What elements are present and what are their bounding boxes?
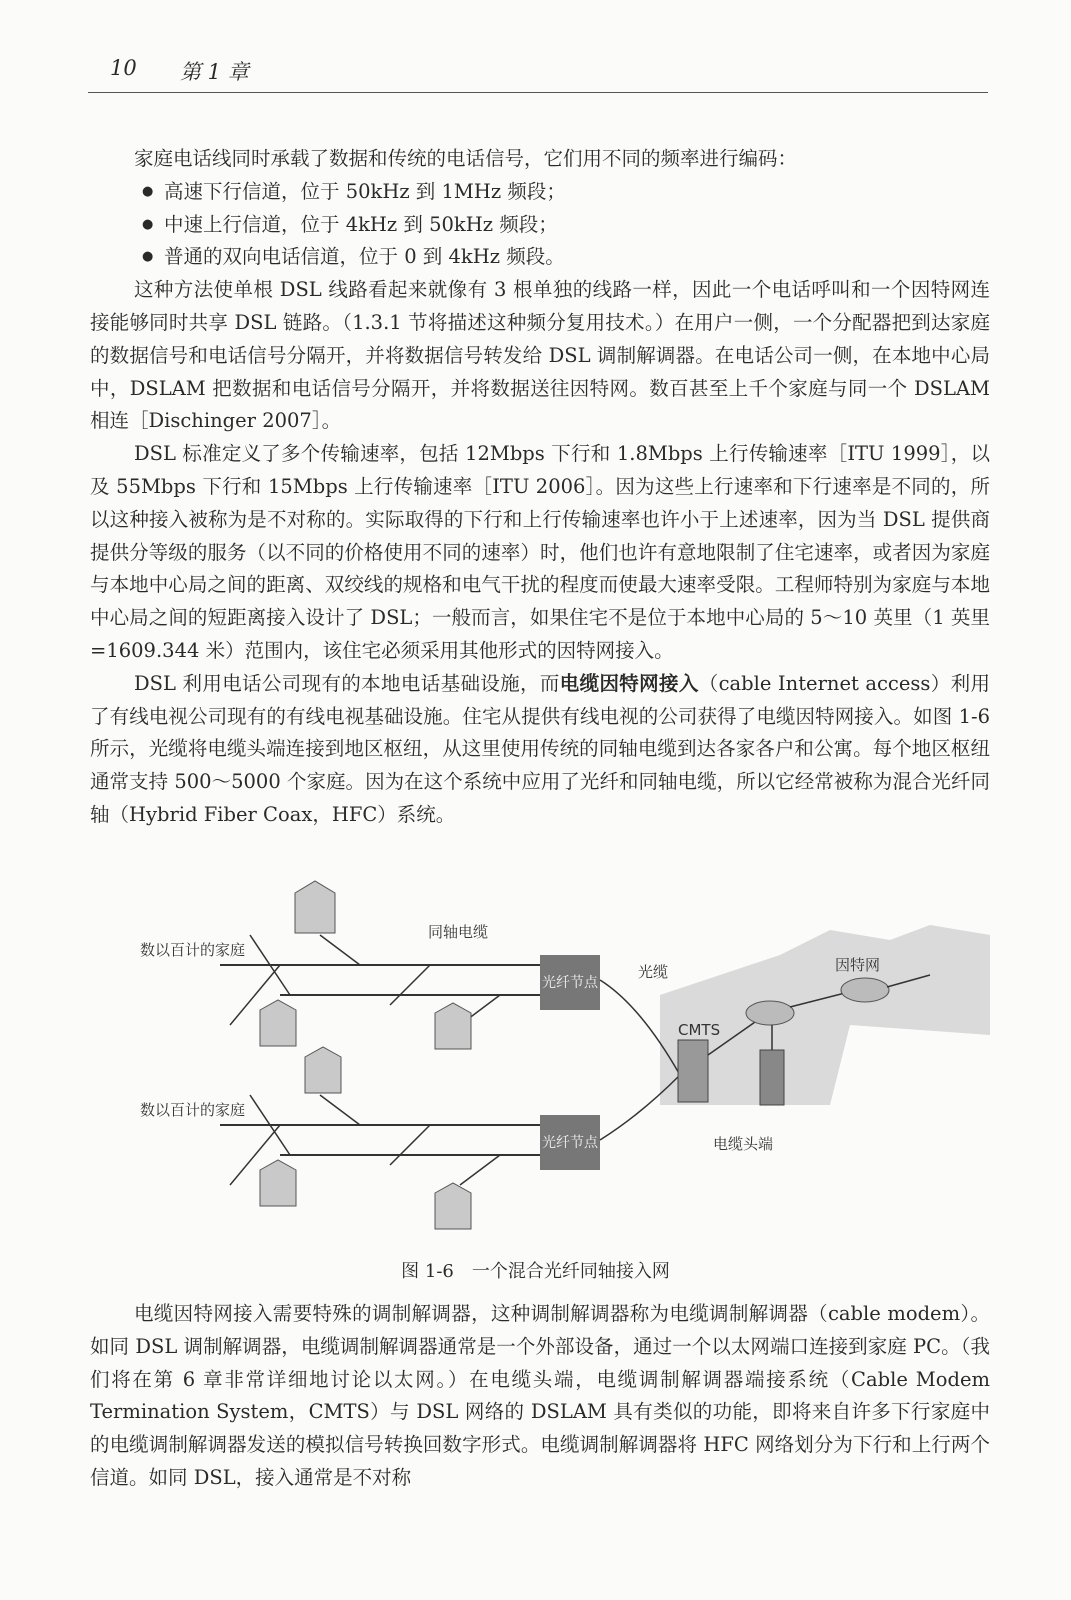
house-icon — [435, 1183, 471, 1229]
label-internet: 因特网 — [835, 956, 881, 974]
label-fiber: 光缆 — [638, 963, 669, 981]
cmts-rack — [678, 1040, 708, 1102]
paragraph-dsl-split: 这种方法使单根 DSL 线路看起来就像有 3 根单独的线路一样，因此一个电话呼叫和一个因特网连接能够同时共享 DSL 链路。（1.3.1 节将描述这种频分复用技术。）在用户一侧，一个分配器把到达家庭的数据信号和电话信号分隔开，并将数据信号转发给 DSL 调制解调器。在电话公司一侧，在本地中心局中，DSLAM 把数据和电话信号分隔开，并将数据送往因特网。数百甚至上千个家庭与同一个 DSLAM 相连［Dischinger 2007］。 — [90, 278, 990, 433]
bullet-item: ● 中速上行信道，位于 4kHz 到 50kHz 频段； — [90, 209, 990, 242]
page-header — [88, 52, 988, 93]
page-number: 10 — [110, 56, 137, 80]
label-homes-top: 数以百计的家庭 — [140, 941, 246, 959]
house-icon — [260, 1160, 296, 1206]
bullet-list — [90, 176, 990, 274]
chapter-label: 第 1 章 — [180, 60, 249, 84]
label-fiber-node-top: 光纤节点 — [542, 975, 598, 991]
house-icon — [435, 1003, 471, 1049]
paragraph-cable-modem: 电缆因特网接入需要特殊的调制解调器，这种调制解调器称为电缆调制解调器（cable modem）。如同 DSL 调制解调器，电缆调制解调器通常是一个外部设备，通过一个以太网端口连接到家庭 PC。（我们将在第 6 章非常详细地讨论以太网。）在电缆头端，电缆调制解调器端接系统（Cable Modem Termination System，CMTS）与 DSL 网络的 DSLAM 具有类似的功能，即将来自许多下行家庭中的电缆调制解调器发送的模拟信号转换回数字形式。电缆调制解调器将 HFC 网络划分为下行和上行两个信道。如同 DSL，接入通常是不对称 — [90, 1302, 990, 1489]
text-block-bottom — [90, 1298, 990, 1495]
headend-region — [660, 925, 990, 1105]
house-icon — [260, 1000, 296, 1046]
term-cable-internet-access: 电缆因特网接入 — [559, 671, 699, 695]
bullet-item: ● 普通的双向电话信道，位于 0 到 4kHz 频段。 — [90, 241, 990, 274]
label-cmts: CMTS — [678, 1021, 721, 1039]
figure-caption: 图 1-6 一个混合光纤同轴接入网 — [401, 1261, 670, 1282]
paragraph-cable-access: DSL 利用电话公司现有的本地电话基础设施，而电缆因特网接入（cable Internet access）利用了有线电视公司现有的有线电视基础设施。住宅从提供有线电视的公司获得了电缆因特网接入。如图 1-6 所示，光缆将电缆头端连接到地区枢纽，从这里使用传统的同轴电缆到达各家各户和公寓。每个地区枢纽通常支持 500～5000 个家庭。因为在这个系统中应用了光纤和同轴电缆，所以它经常被称为混合光纤同轴（Hybrid Fiber Coax，HFC）系统。 — [90, 671, 990, 826]
house-icon — [295, 881, 335, 933]
house-icon — [305, 1047, 341, 1093]
paragraph-intro: 家庭电话线同时承载了数据和传统的电话信号，它们用不同的频率进行编码： — [134, 147, 798, 170]
label-coax: 同轴电缆 — [428, 923, 489, 941]
label-fiber-node-bottom: 光纤节点 — [542, 1135, 598, 1151]
bullet-item: ● 高速下行信道，位于 50kHz 到 1MHz 频段； — [90, 176, 990, 209]
paragraph-dsl-rates: DSL 标准定义了多个传输速率，包括 12Mbps 下行和 1.8Mbps 上行传输速率［ITU 1999］，以及 55Mbps 下行和 15Mbps 上行传输速率［ITU 2006］。因为这些上行速率和下行速率是不同的，所以这种接入被称为是不对称的。实际取得的下行和上行传输速率也许小于上述速率，因为当 DSL 提供商提供分等级的服务（以不同的价格使用不同的速率）时，他们也许有意地限制了住宅速率，或者因为家庭与本地中心局之间的距离、双绞线的规格和电气干扰的程度而使最大速率受限。工程师特别为家庭与本地中心局之间的短距离接入设计了 DSL；一般而言，如果住宅不是位于本地中心局的 5～10 英里（1 英里 =1609.344 米）范围内，该住宅必须采用其他形式的因特网接入。 — [90, 442, 990, 662]
internet-router-icon — [841, 978, 889, 1002]
server-icon — [760, 1050, 784, 1105]
router-icon — [746, 1001, 794, 1025]
figure-hfc-network — [130, 875, 990, 1265]
label-headend: 电缆头端 — [713, 1135, 774, 1153]
label-homes-bottom: 数以百计的家庭 — [140, 1101, 246, 1119]
text-block-top — [90, 143, 990, 832]
